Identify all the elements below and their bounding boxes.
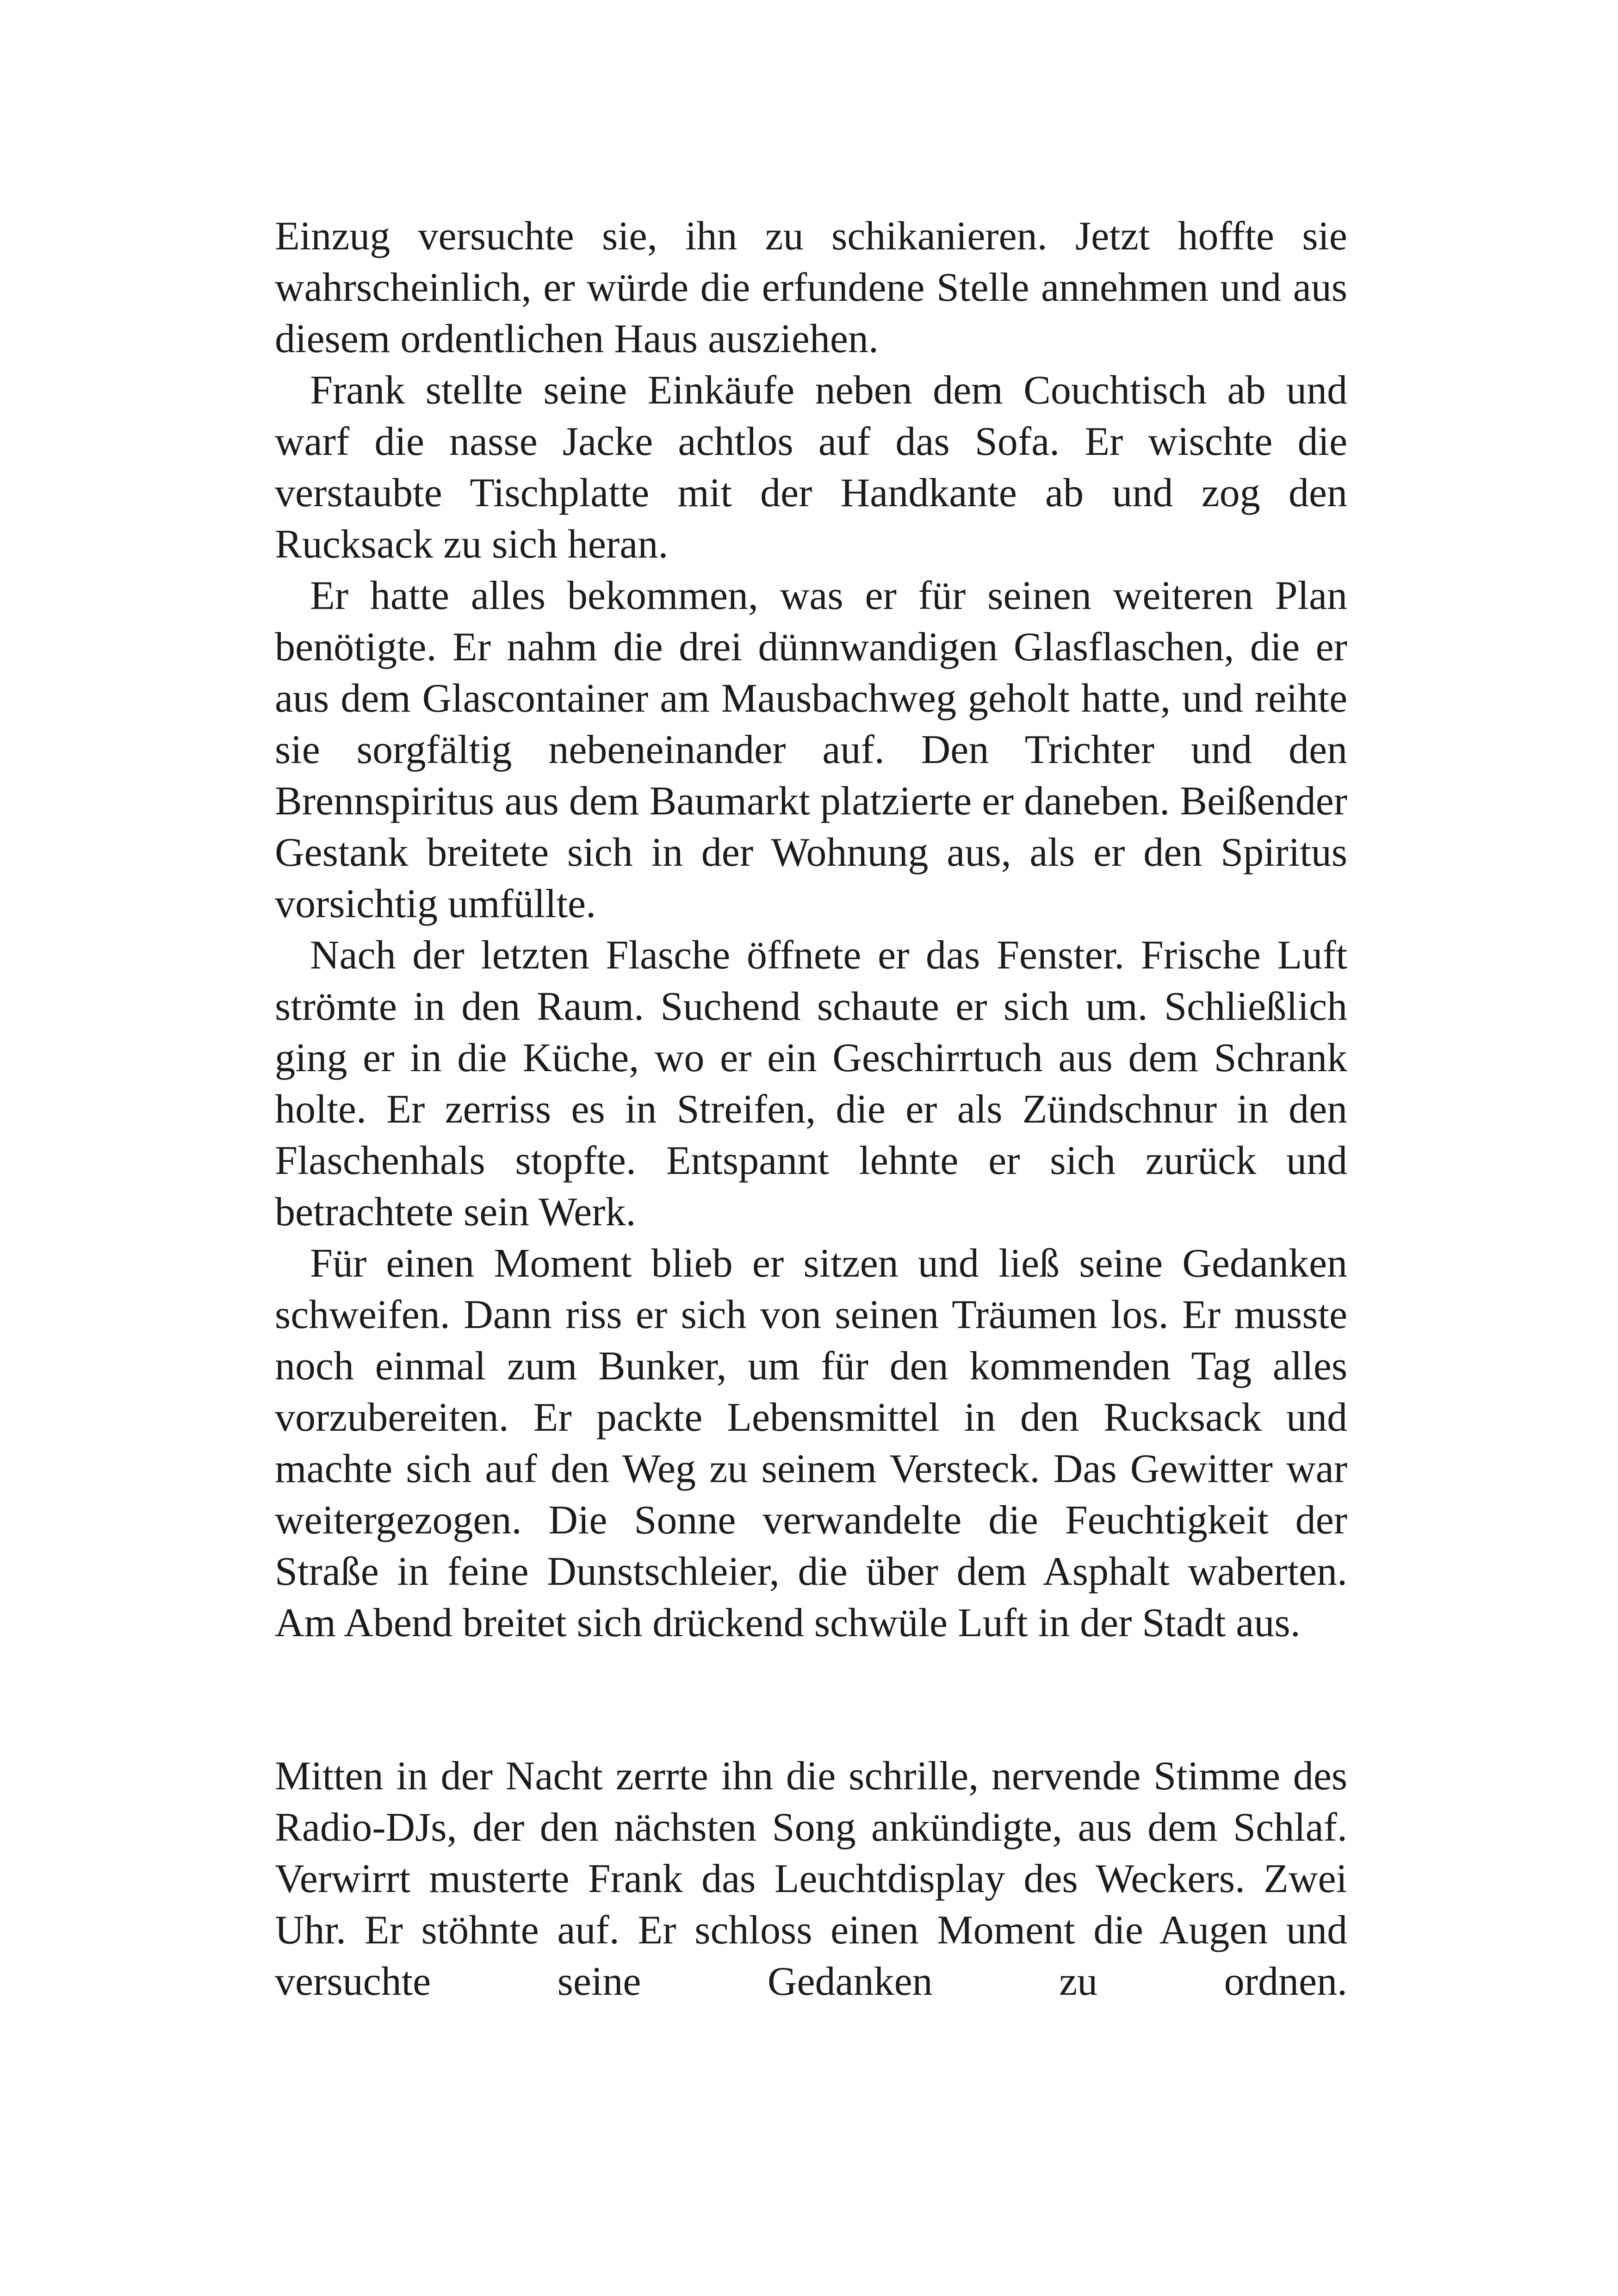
paragraph-1: Einzug versuchte sie, ihn zu schikanieren. Jetzt hoffte sie wahrscheinlich, er würde die erfundene Stelle annehmen und aus diesem ordentlichen Haus ausziehen. — [275, 214, 1347, 361]
section-break — [275, 1649, 1347, 1750]
paragraph-2: Frank stellte seine Einkäufe neben dem Couchtisch ab und warf die nasse Jacke achtlos auf das Sofa. Er wischte die verstaubte Tischplatte mit der Handkante ab und zog den Rucksack zu sich heran. — [275, 368, 1347, 567]
paragraph-5: Für einen Moment blieb er sitzen und ließ seine Gedanken schweifen. Dann riss er sich von seinen Träumen los. Er musste noch einmal zum Bunker, um für den kommenden Tag alles vorzubereiten. Er packte Lebensmittel in den Rucksack und machte sich auf den Weg zu seinem Versteck. Das Gewitter war weitergezogen. Die Sonne verwandelte die Feuchtigkeit der Straße in feine Dunstschleier, die über dem Asphalt waberten. Am Abend breitet sich drückend schwüle Luft in der Stadt aus. — [275, 1241, 1347, 1645]
book-page — [275, 211, 1347, 2007]
paragraph-6: Mitten in der Nacht zerrte ihn die schrille, nervende Stimme des Radio-DJs, der den nächsten Song ankündigte, aus dem Schlaf. Verwirrt musterte Frank das Leuchtdisplay des Weckers. Zwei Uhr. Er stöhnte auf. Er schloss einen Moment die Augen und versuchte seine Gedanken zu ordnen. — [275, 1754, 1347, 2004]
paragraph-3: Er hatte alles bekommen, was er für seinen weiteren Plan benötigte. Er nahm die drei dünnwandigen Glasflaschen, die er aus dem Glascontainer am Mausbachweg geholt hatte, und reihte sie sorgfältig nebeneinander auf. Den Trichter und den Brennspiritus aus dem Baumarkt platzierte er daneben. Beißender Gestank breitete sich in der Wohnung aus, als er den Spiritus vorsichtig umfüllte. — [275, 573, 1347, 926]
paragraph-4: Nach der letzten Flasche öffnete er das Fenster. Frische Luft strömte in den Raum. Suchend schaute er sich um. Schließlich ging er in die Küche, wo er ein Geschirrtuch aus dem Schrank holte. Er zerriss es in Streifen, die er als Zündschnur in den Flaschenhals stopfte. Entspannt lehnte er sich zurück und betrachtete sein Werk. — [275, 933, 1347, 1235]
